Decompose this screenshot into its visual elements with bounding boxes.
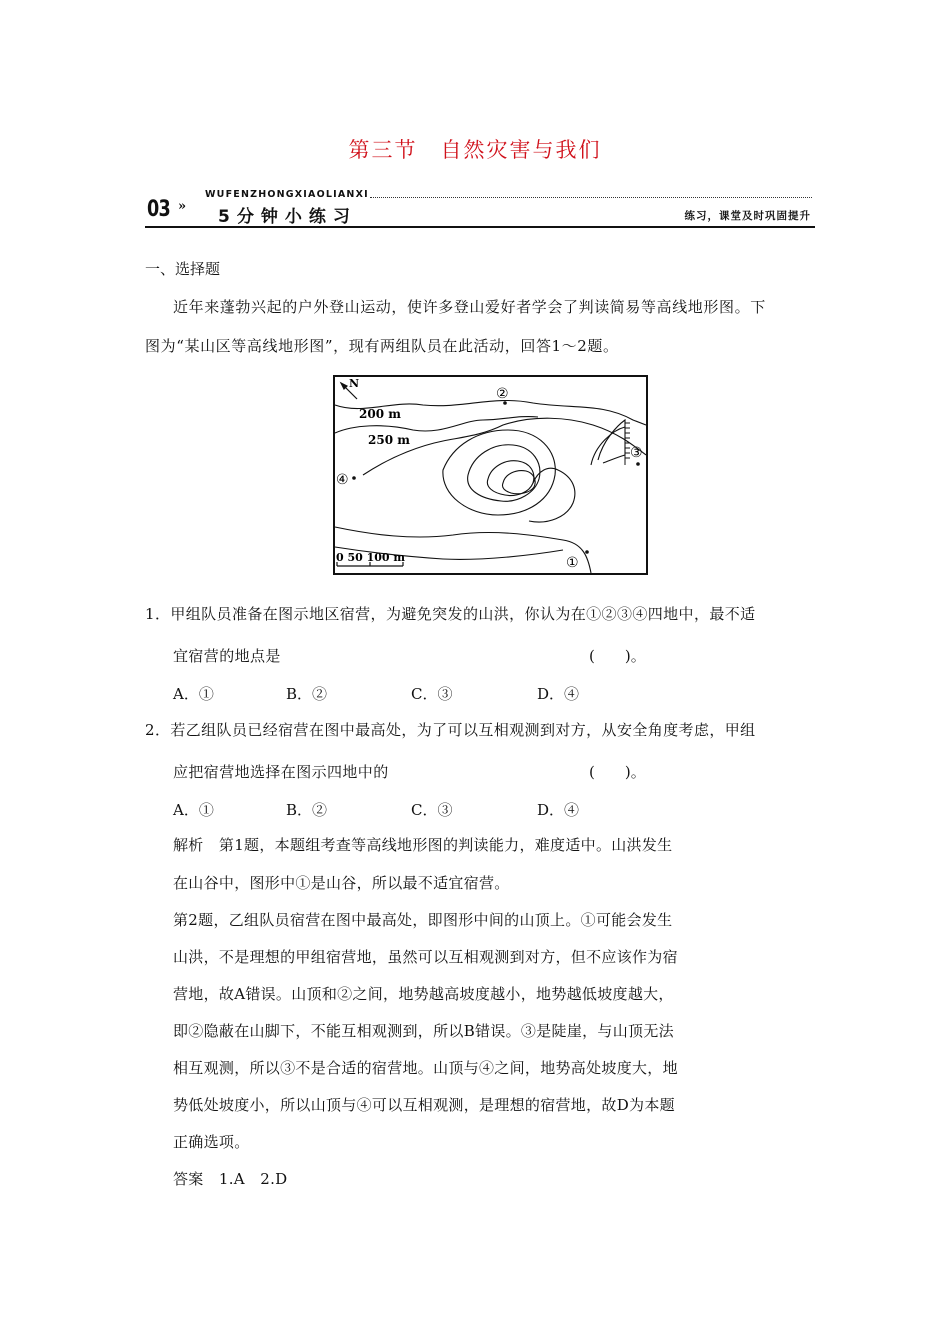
- point-1-label: ①: [566, 555, 579, 571]
- banner-number: 03: [147, 197, 170, 222]
- question-2-answer-bracket: ( )。: [589, 763, 646, 781]
- analysis-line-3: 第2题，乙组队员宿营在图中最高处，即图形中间的山顶上。①可能会发生: [173, 911, 673, 929]
- question-1-answer-bracket: ( )。: [589, 647, 646, 665]
- banner-heading: 5分钟小练习: [218, 207, 357, 227]
- point-4-label: ④: [336, 472, 349, 488]
- analysis-line-2: 在山谷中，图形中①是山谷，所以最不适宜宿营。: [173, 874, 510, 892]
- question-2-line-2: 应把宿营地选择在图示四地中的: [173, 763, 389, 781]
- question-2-option-b: B．②: [286, 801, 328, 819]
- question-1-line-2: 宜宿营的地点是: [173, 647, 281, 665]
- analysis-line-9: 正确选项。: [173, 1133, 250, 1151]
- point-2-label: ②: [496, 386, 509, 402]
- section-banner: [145, 189, 815, 231]
- scale-label: 0 50 100 m: [336, 551, 406, 564]
- banner-pinyin: WUFENZHONGXIAOLIANXI: [205, 189, 369, 200]
- point-3-marker: [636, 462, 640, 466]
- question-2-line-1: 2．若乙组队员已经宿营在图中最高处，为了可以互相观测到对方，从安全角度考虑，甲组: [145, 721, 756, 739]
- question-1-line-1: 1．甲组队员准备在图示地区宿营，为避免突发的山洪，你认为在①②③④四地中，最不适: [145, 605, 756, 623]
- analysis-line-6: 即②隐蔽在山脚下，不能互相观测到，所以B错误。③是陡崖，与山顶无法: [173, 1022, 674, 1040]
- analysis-line-4: 山洪，不是理想的甲组宿营地，虽然可以互相观测到对方，但不应该作为宿: [173, 948, 678, 966]
- question-2-option-a: A．①: [173, 801, 214, 819]
- contour-map: [333, 375, 648, 575]
- analysis-line-1: 解析 第1题，本题组考查等高线地形图的判读能力，难度适中。山洪发生: [173, 836, 673, 854]
- contour-label-250: 250 m: [368, 433, 410, 447]
- question-1-option-b: B．②: [286, 685, 328, 703]
- analysis-line-5: 营地，故A错误。山顶和②之间，地势越高坡度越小，地势越低坡度越大，: [173, 985, 674, 1003]
- question-2-option-d: D．④: [537, 801, 580, 819]
- question-1-option-d: D．④: [537, 685, 580, 703]
- banner-subtitle: 练习，课堂及时巩固提升: [684, 210, 811, 222]
- banner-dotted-line: [370, 197, 812, 198]
- map-frame: [334, 376, 647, 574]
- point-1-marker: [585, 550, 589, 554]
- answer-line: 答案 1.A 2.D: [173, 1170, 288, 1188]
- point-4-marker: [352, 476, 356, 480]
- analysis-line-8: 势低处坡度小，所以山顶与④可以互相观测，是理想的宿营地，故D为本题: [173, 1096, 675, 1114]
- banner-rule: [145, 226, 815, 228]
- question-2-option-c: C．③: [411, 801, 453, 819]
- intro-line-2: 图为“某山区等高线地形图”，现有两组队员在此活动，回答1～2题。: [145, 337, 619, 355]
- analysis-line-7: 相互观测，所以③不是合适的宿营地。山顶与④之间，地势高处坡度大，地: [173, 1059, 678, 1077]
- question-1-option-a: A．①: [173, 685, 214, 703]
- section-title: 一、选择题: [145, 260, 221, 278]
- double-arrow-icon: »: [178, 199, 187, 214]
- north-label: N: [349, 377, 360, 390]
- contour-label-200: 200 m: [359, 407, 401, 421]
- page-title: 第三节 自然灾害与我们: [348, 138, 602, 162]
- point-3-label: ③: [630, 445, 643, 461]
- question-1-option-c: C．③: [411, 685, 453, 703]
- intro-line-1: 近年来蓬勃兴起的户外登山运动，使许多登山爱好者学会了判读简易等高线地形图。下: [173, 298, 766, 316]
